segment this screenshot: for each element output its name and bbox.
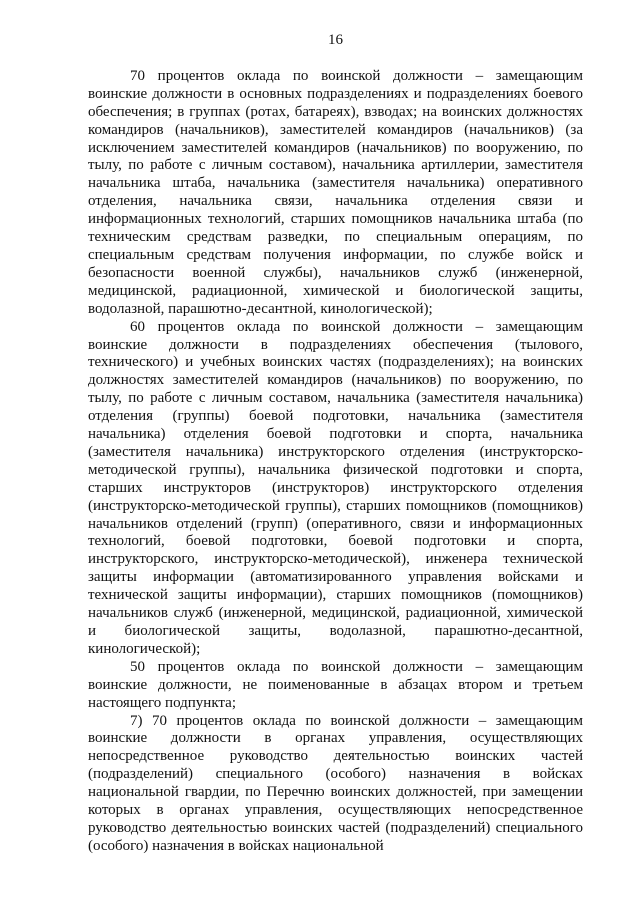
paragraph-50-percent: 50 процентов оклада по воинской должности – замещающим воинские должности, не поименованные в абзацах втором и третьем настоящего подпункта; [88,658,583,711]
page-number: 16 [328,32,343,48]
paragraph-item-7: 7) 70 процентов оклада по воинской должности – замещающим воинские должности в органах управления, осуществляющих непосредственное руководство деятельностью воинских частей (подразделений) специального (особого) назначения в войсках национальной гвардии, по Перечню воинских должностей, при замещении которых в органах управления, осуществляющих непосредственное руководство деятельностью воинских частей (подразделений) специального (особого) назначения в войсках национальной [88,712,583,854]
paragraph-60-percent: 60 процентов оклада по воинской должности – замещающим воинские должности в подразделениях обеспечения (тылового, технического) и учебных воинских частях (подразделениях); на воинских должностях заместителей командиров (начальников) по вооружению, по тылу, по работе с личным составом, начальника (заместителя начальника) отделения (группы) боевой подготовки, начальника (заместителя начальника) отделения боевой подготовки и спорта, начальника (заместителя начальника) инструкторского отделения (инструкторско-методической группы), начальника физической подготовки и спорта, старших инструкторов (инструкторов) инструкторского отделения (инструкторско-методической группы), старших помощников (помощников) начальников отделений (групп) (оперативного, связи и информационных технологий, боевой подготовки, боевой подготовки и спорта, инструкторского, инструкторско-методической), инженера технической защиты информации (автоматизированного управления войсками и технической защиты информации), старших помощников (помощников) начальников служб (инженерной, медицинской, радиационной, химической и биологической защиты, водолазной, парашютно-десантной, кинологической); [88,318,583,657]
paragraph-70-percent: 70 процентов оклада по воинской должности – замещающим воинские должности в основных подразделениях и подразделениях боевого обеспечения; в группах (ротах, батареях), взводах; на воинских должностях командиров (начальников), заместителей командиров (начальников) (за исключением заместителей командиров (начальников) по вооружению, по тылу, по работе с личным составом), начальника артиллерии, заместителя начальника штаба, начальника (заместителя начальника) оперативного отделения, начальника связи, начальника отделения связи и информационных технологий, старших помощников начальника штаба (по техническим средствам разведки, по специальным операциям, по специальным средствам получения информации, по службе войск и безопасности военной службы), начальников служб (инженерной, медицинской, радиационной, химической и биологической защиты, водолазной, парашютно-десантной, кинологической); [88,67,583,317]
document-page [88,32,583,856]
